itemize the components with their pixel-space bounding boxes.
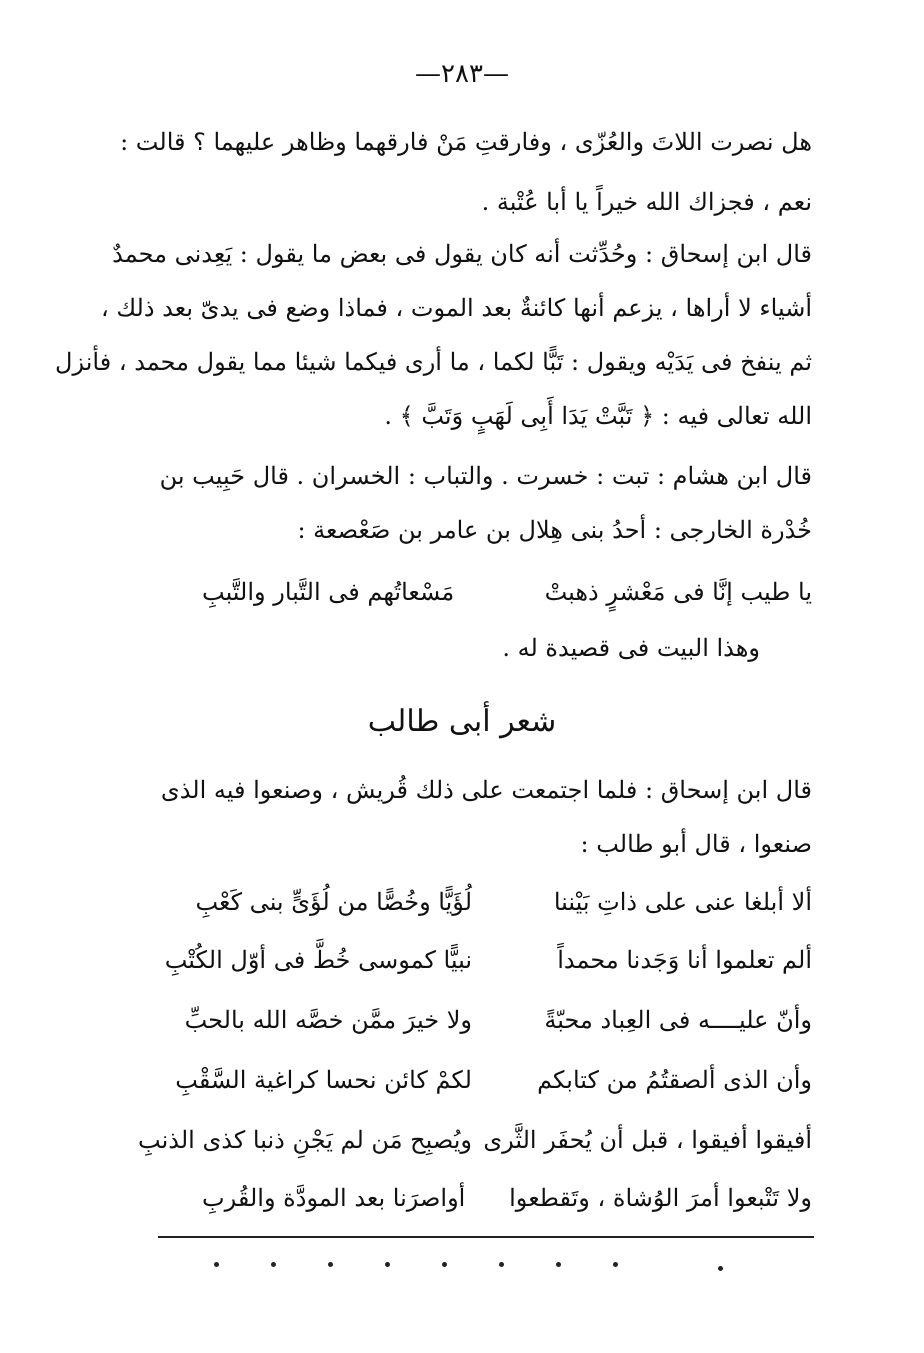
verse-first-hemistich: أفيقوا أفيقوا ، قبل أن يُحفَر الثَّرى: [483, 1126, 812, 1154]
text-line: وهذا البيت فى قصيدة له .: [502, 634, 760, 662]
verse-second-hemistich: مَسْعاتُهم فى التَّبار والتَّببِ: [202, 578, 455, 606]
text-line: قال ابن إسحاق : وحُدِّثت أنه كان يقول فى بعض ما يقول : يَعِدنى محمدٌ: [112, 240, 812, 268]
text-line: قال ابن هشام : تبت : خسرت . والتباب : الخسران . قال حَبِيب بن: [159, 462, 812, 490]
text-line: ثم ينفخ فى يَدَيْه ويقول : تَبًّا لكما ، ما أرى فيكما شيئا مما يقول محمد ، فأنزل: [55, 348, 812, 376]
footer-rule: [158, 1236, 814, 1238]
page-number: —٢٨٣—: [415, 59, 509, 89]
verse-first-hemistich: ألا أبلغا عنى على ذاتِ بَيْننا: [553, 888, 812, 916]
verse-second-hemistich: نبيًّا كموسى خُطَّ فى أوّل الكُتْبِ: [164, 946, 472, 974]
verse-second-hemistich: ويُصبِح مَن لم يَجْنِ ذنبا كذى الذنبِ: [138, 1126, 472, 1154]
poem-verse: [138, 1122, 812, 1158]
footer-dot: [556, 1262, 561, 1267]
footer-dot: [499, 1262, 504, 1267]
verse-second-hemistich: لُؤَيًّا وخُصًّا من لُؤَىٍّ بنى كَعْبِ: [195, 888, 472, 916]
text-line: الله تعالى فيه : ﴿ تَبَّتْ يَدَا أَبِى لَهَبٍ وَتَبَّ ﴾ .: [384, 402, 812, 430]
footer-dot: [718, 1266, 723, 1271]
verse-second-hemistich: لكمْ كائن نحسا كراغية السَّقْبِ: [175, 1066, 472, 1094]
verse-first-hemistich: وأنّ عليــــه فى العِباد محبّةً: [544, 1006, 812, 1034]
verse-first-hemistich: وأن الذى ألصقتُمُ من كتابكم: [537, 1066, 812, 1094]
footer-dot: [385, 1262, 390, 1267]
text-line: نعم ، فجزاك الله خيراً يا أبا عُتْبة .: [481, 188, 812, 216]
poem-verse: [195, 884, 812, 920]
text-line: قال ابن إسحاق : فلما اجتمعت على ذلك قُريش ، وصنعوا فيه الذى: [160, 776, 812, 804]
verse-second-hemistich: ولا خيرَ ممَّن خصَّه الله بالحبِّ: [184, 1006, 472, 1034]
text-line: خُدْرة الخارجى : أحدُ بنى هِلال بن عامر بن صَعْصعة :: [297, 516, 812, 544]
verse-first-hemistich: ولا تَتْبعوا أمرَ الوُشاة ، وتَقطعوا: [509, 1184, 812, 1212]
text-line: هل نصرت اللاتَ والعُزّى ، وفارقتِ مَنْ فارقهما وظاهر عليهما ؟ قالت :: [120, 128, 812, 156]
verse-first-hemistich: ألم تعلموا أنا وَجَدنا محمداً: [557, 946, 812, 974]
verse-second-hemistich: أواصرَنا بعد المودَّة والقُربِ: [202, 1184, 466, 1212]
verse-first-hemistich: يا طيب إنَّا فى مَعْشرٍ ذهبتْ: [544, 578, 812, 606]
text-line: صنعوا ، قال أبو طالب :: [580, 830, 812, 858]
footer-dot: [328, 1262, 333, 1267]
poem-verse: [164, 942, 812, 978]
section-heading: شعر أبى طالب: [367, 704, 557, 739]
footer-dot: [613, 1262, 618, 1267]
poem-verse: [175, 1062, 812, 1098]
poem-verse: [184, 1002, 812, 1038]
footer-dot: [442, 1262, 447, 1267]
poem-verse: [202, 1180, 812, 1216]
footer-dot: [214, 1262, 219, 1267]
footer-dot: [271, 1262, 276, 1267]
verse-line: [202, 574, 812, 610]
text-line: أشياء لا أراها ، يزعم أنها كائنةٌ بعد الموت ، فماذا وضع فى يدىّ بعد ذلك ،: [100, 294, 812, 322]
